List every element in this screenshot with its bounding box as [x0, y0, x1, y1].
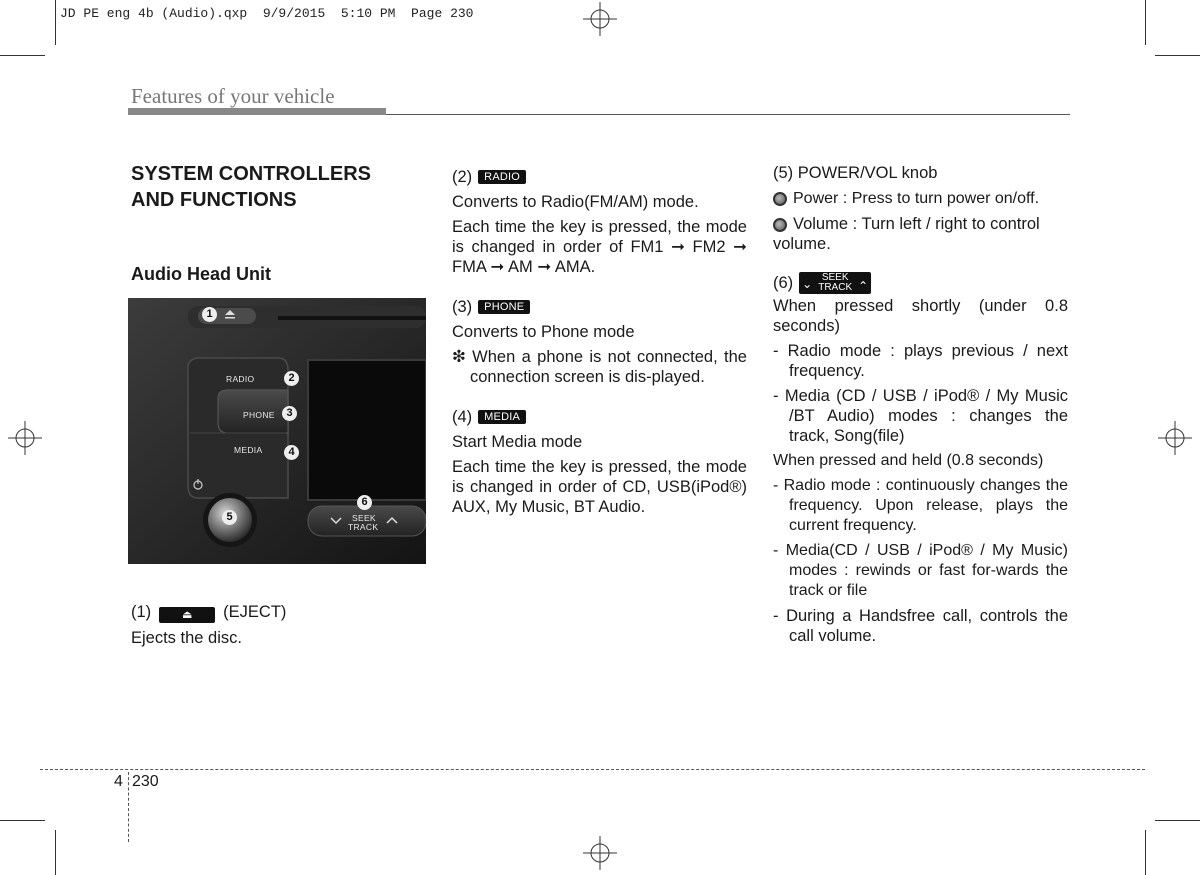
callout-5: 5 — [222, 510, 237, 525]
seek-item4: - Media(CD / USB / iPod® / My Music) modes : rewinds or fast for-wards the track or file — [773, 542, 1068, 599]
seek-key-line1: SEEK — [821, 272, 849, 283]
track-button-label: TRACK — [348, 522, 379, 532]
eject-label: (EJECT) — [223, 603, 287, 621]
header-rule-thin — [386, 114, 1070, 115]
seek-track-key-badge — [799, 272, 871, 294]
head-unit-illustration — [128, 298, 426, 564]
registration-mark-icon — [1158, 421, 1192, 455]
phone-button-label: PHONE — [243, 410, 275, 420]
radio-desc1: Converts to Radio(FM/AM) mode. — [452, 193, 699, 211]
seek-item3: - Radio mode : continuously changes the frequency. Upon release, plays the current frequency. — [773, 477, 1068, 534]
phone-number: (3) — [452, 298, 473, 316]
audio-head-unit-figure — [128, 298, 426, 564]
registration-mark-icon — [583, 2, 617, 36]
seek-short-press: When pressed shortly (under 0.8 seconds) — [773, 297, 1068, 335]
page-number: 230 — [132, 773, 159, 790]
chapter-number: 4 — [114, 773, 123, 790]
radio-key-badge: RADIO — [478, 170, 526, 184]
callout-6: 6 — [357, 495, 372, 510]
header-rule-thick — [128, 108, 386, 115]
subheading: Audio Head Unit — [131, 264, 271, 284]
crop-mark — [1145, 830, 1146, 875]
radio-desc2: Each time the key is pressed, the mode is changed in order of FM1 ➞ FM2 ➞ FMA ➞ AM ➞ AMA. — [452, 218, 747, 276]
seek-key-line2: TRACK — [818, 282, 853, 293]
power-item2: Volume : Turn left / right to control volume. — [773, 215, 1040, 253]
crop-mark — [1155, 820, 1200, 821]
power-item1: Power : Press to turn power on/off. — [793, 190, 1040, 207]
power-title: (5) POWER/VOL knob — [773, 164, 938, 182]
section-header: Features of your vehicle — [131, 84, 335, 108]
media-key-badge: MEDIA — [478, 410, 526, 424]
column-2 — [452, 167, 747, 522]
phone-note: ❇ When a phone is not connected, the connection screen is dis-played. — [452, 348, 747, 386]
column-3 — [773, 163, 1068, 651]
page-heading-line1: SYSTEM CONTROLLERS — [131, 163, 372, 185]
callout-1: 1 — [202, 307, 217, 322]
seek-item2: - Media (CD / USB / iPod® / My Music /BT Audio) modes : changes the track, Song(file) — [773, 387, 1068, 445]
radio-button-label: RADIO — [226, 374, 255, 384]
callout-3: 3 — [282, 406, 297, 421]
eject-icon: ⏏ — [159, 607, 215, 623]
knob-icon — [773, 192, 787, 206]
crop-mark — [0, 820, 45, 821]
chevron-down-icon: ⌄ — [802, 277, 813, 291]
crop-mark — [1155, 55, 1200, 56]
registration-mark-icon — [583, 836, 617, 870]
print-slug: JD PE eng 4b (Audio).qxp 9/9/2015 5:10 PM Page 230 — [60, 6, 474, 21]
phone-key-badge: PHONE — [478, 300, 530, 314]
seek-item5: - During a Handsfree call, controls the call volume. — [773, 607, 1068, 645]
media-desc1: Start Media mode — [452, 433, 583, 451]
registration-mark-icon — [8, 421, 42, 455]
callout-4: 4 — [284, 445, 299, 460]
knob-icon — [773, 218, 787, 232]
eject-section — [131, 602, 431, 653]
page-heading-line2: AND FUNCTIONS — [131, 189, 297, 211]
chevron-up-icon: ⌃ — [858, 279, 869, 293]
media-button-label: MEDIA — [234, 445, 263, 455]
radio-number: (2) — [452, 168, 473, 186]
crop-mark — [0, 55, 45, 56]
phone-desc1: Converts to Phone mode — [452, 323, 635, 341]
footer-rule — [40, 769, 1145, 770]
crop-mark — [1145, 0, 1146, 45]
crop-mark — [55, 830, 56, 875]
seek-item1: - Radio mode : plays previous / next frequency. — [773, 342, 1068, 380]
media-number: (4) — [452, 408, 473, 426]
crop-mark — [55, 0, 56, 45]
seek-held: When pressed and held (0.8 seconds) — [773, 452, 1044, 469]
eject-description: Ejects the disc. — [131, 629, 242, 647]
callout-2: 2 — [284, 371, 299, 386]
seek-number: (6) — [773, 274, 794, 292]
seek-button-label: SEEK — [352, 513, 376, 523]
eject-number: (1) — [131, 603, 152, 621]
page-heading — [131, 161, 431, 213]
media-desc2: Each time the key is pressed, the mode is changed in order of CD, USB(iPod®) AUX, My Music, BT Audio. — [452, 458, 747, 516]
footer-divider — [128, 772, 129, 842]
